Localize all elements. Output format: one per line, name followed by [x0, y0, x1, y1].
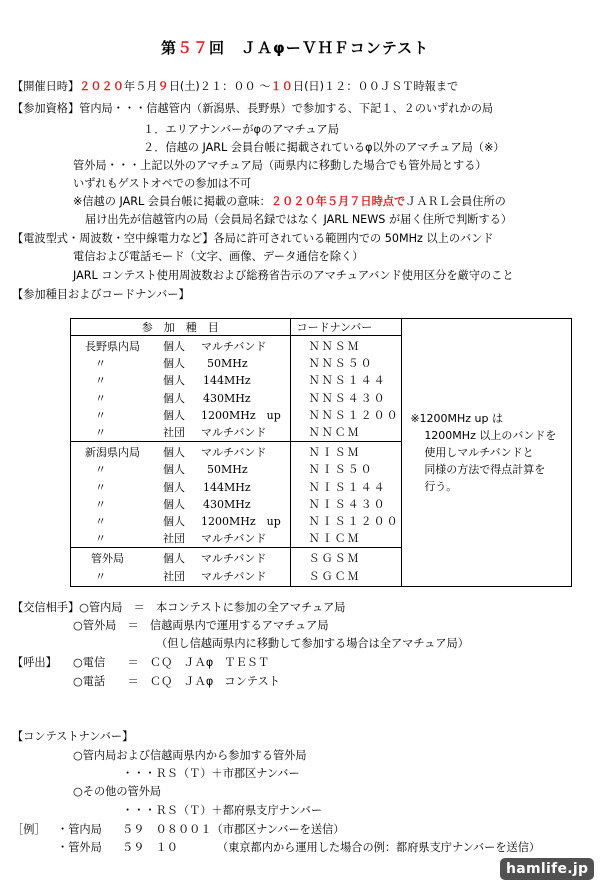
- table-row: [85, 479, 290, 496]
- code-value: ＮＮＳ１２００: [308, 408, 400, 422]
- number-line-4: ・・・ＲＳ（Ｔ）＋都府県支庁ナンバー: [122, 804, 323, 817]
- table-row: [85, 550, 290, 567]
- qualification-line-1: [12, 103, 493, 114]
- watermark: [500, 852, 594, 882]
- qualification-line-2: １．エリアナンバーがφのアマチュア局: [143, 123, 339, 136]
- code-value: ＮＮＳ４３０: [308, 391, 387, 405]
- table-row: [85, 530, 290, 547]
- qualification-text-6a: ※信越の JARL 会員台帳に掲載の意味：: [73, 195, 271, 208]
- codes-niigata: [290, 442, 402, 548]
- title-suffix: 回 ＪＡφーＶＨＦコンテスト: [209, 39, 430, 57]
- row-band: マルチバンド: [201, 426, 267, 440]
- watermark-text: hamlife.jp: [506, 861, 589, 877]
- number-label: 【コンテストナンバー】: [12, 730, 134, 743]
- row-area: 〃: [95, 532, 106, 546]
- row-type: 個人: [163, 463, 185, 477]
- qualification-text-1: 管内局・・・信越管内（新潟県、長野県）で参加する、下記１、２のいずれかの局: [79, 102, 494, 115]
- example-2-value: ５９ １０: [122, 841, 178, 854]
- call-line-1: ○電信 ＝ ＣＱ ＪＡφ ＴＥＳＴ: [73, 656, 270, 669]
- code-value: ＮＩＳ１４４: [308, 480, 387, 494]
- example-2-label: ・管外局: [57, 841, 102, 854]
- radio-line-1: [12, 233, 494, 244]
- code-value: ＮＮＳＭ: [308, 340, 361, 353]
- schedule-day-1: ９: [157, 80, 169, 93]
- partner-line-1: [12, 602, 345, 613]
- radio-text-1: 各局に許可されている範囲内での 50MHz 以上のバンド: [213, 232, 494, 245]
- table-row: [85, 424, 290, 441]
- schedule-line: [12, 81, 458, 92]
- row-area: 〃: [95, 391, 106, 405]
- row-type: 個人: [163, 357, 185, 371]
- table-row: [85, 496, 290, 513]
- schedule-text-3: 日(日)１２：００ＪＳＴ時報まで: [292, 80, 459, 93]
- code-value: ＮＮＣＭ: [308, 426, 361, 440]
- qualification-line-7: 届け出先が信越管内の局（会員局名録ではなく JARL NEWS が届く住所で判断する）: [85, 213, 513, 226]
- row-band: マルチバンド: [201, 340, 267, 353]
- number-line-3: ○その他の管外局: [73, 785, 162, 798]
- note-line: 行う。: [424, 479, 458, 493]
- row-area: 長野県内局: [85, 340, 140, 353]
- row-area: 〃: [95, 408, 106, 422]
- qualification-line-5: いずれもゲストオペでの参加は不可: [73, 177, 252, 190]
- schedule-year: ２０２０: [79, 80, 124, 93]
- code-value: ＮＩＳ４３０: [308, 497, 387, 511]
- code-value: ＳＧＳＭ: [308, 552, 361, 566]
- row-type: 社団: [163, 569, 185, 583]
- schedule-text-2: 日(土)２１：００ ～: [168, 80, 271, 93]
- call-label: 【呼出】: [12, 656, 57, 669]
- page-title: [161, 41, 429, 56]
- codes-outside: [290, 548, 402, 586]
- row-band: 50MHz: [207, 357, 248, 371]
- row-type: 個人: [163, 340, 185, 353]
- row-type: 個人: [163, 515, 185, 529]
- row-band: 50MHz: [207, 463, 248, 477]
- row-type: 個人: [163, 480, 185, 494]
- group-niigata: [71, 442, 291, 548]
- row-area: 〃: [95, 374, 106, 388]
- title-prefix: 第: [161, 39, 178, 57]
- schedule-day-2: １０: [270, 80, 293, 93]
- radio-line-3: JARL コンテスト使用周波数および総務省告示のアマチュアバンド使用区分を厳守のこと: [73, 269, 514, 282]
- row-band: 430MHz: [203, 391, 251, 405]
- qualification-line-3: ２．信越の JARL 会員台帳に掲載されているφ以外のアマチュア局（※）: [143, 141, 505, 154]
- row-area: 〃: [95, 357, 106, 371]
- example-label: ［例］: [12, 823, 46, 836]
- partner-text-1: ○管内局 ＝ 本コンテストに参加の全アマチュア局: [79, 601, 346, 614]
- schedule-label: 【開催日時】: [12, 80, 80, 93]
- partner-label: 【交信相手】: [12, 601, 80, 614]
- qualification-text-6c: ＪＡＲＬ会員住所の: [405, 195, 506, 208]
- table-row: [85, 461, 290, 478]
- row-band: 1200MHz up: [201, 408, 281, 422]
- table-row: [85, 407, 290, 424]
- table-row: [85, 338, 290, 355]
- group-outside: [71, 548, 291, 586]
- partner-line-3: （但し信越両県内に移動して参加する場合は全アマチュア局）: [156, 637, 469, 650]
- table-row: [85, 513, 290, 530]
- row-area: 〃: [95, 480, 106, 494]
- number-line-1: ○管内局および信越両県内から参加する管外局: [73, 749, 307, 762]
- row-type: 個人: [163, 446, 185, 460]
- code-value: ＮＩＣＭ: [308, 532, 361, 546]
- note-line: 使用しマルチバンドと: [424, 445, 534, 459]
- row-type: 個人: [163, 374, 185, 388]
- row-area: 〃: [95, 463, 106, 477]
- example-1-value: ５９ ０８００１（市郡区ナンバーを送信）: [122, 823, 345, 836]
- row-band: マルチバンド: [201, 446, 267, 460]
- table-row: [85, 355, 290, 372]
- note-line: 1200MHz 以上のバンドを: [424, 428, 557, 442]
- codes-nagano: [290, 336, 402, 442]
- code-value: ＮＩＳ１２００: [308, 515, 400, 529]
- example-2-note: （東京都内から運用した場合の例：都府県支庁ナンバーを送信）: [217, 841, 541, 854]
- code-value: ＮＩＳ５０: [308, 463, 374, 477]
- radio-line-2: 電信および電話モード（文字、画像、データ通信を除く）: [73, 250, 364, 263]
- row-band: 1200MHz up: [201, 515, 281, 529]
- row-type: 個人: [163, 552, 185, 566]
- header-category: 参 加 種 目: [71, 319, 291, 336]
- table-row: [85, 444, 290, 461]
- row-band: マルチバンド: [201, 569, 267, 583]
- row-area: 〃: [95, 569, 106, 583]
- row-band: マルチバンド: [201, 532, 267, 546]
- note-line: ※1200MHz up は: [410, 411, 504, 425]
- note-line: 同様の方法で得点計算を: [424, 462, 546, 476]
- number-line-2: ・・・ＲＳ（Ｔ）＋市郡区ナンバー: [122, 767, 300, 780]
- row-area: 新潟県内局: [85, 446, 140, 460]
- table-row: [85, 390, 290, 407]
- row-band: 430MHz: [203, 497, 251, 511]
- partner-line-2: ○管外局 ＝ 信越両県内で運用するアマチュア局: [73, 619, 329, 632]
- row-band: マルチバンド: [201, 552, 267, 566]
- radio-label: 【電波型式・周波数・空中線電力など】: [12, 232, 214, 245]
- group-nagano: [71, 336, 291, 442]
- example-1-label: ・管内局: [57, 823, 102, 836]
- table-row: [85, 568, 290, 585]
- row-area: 管外局: [91, 552, 124, 566]
- code-value: ＮＮＳ１４４: [308, 374, 387, 388]
- call-line-2: ○電話 ＝ ＣＱ ＪＡφ コンテスト: [73, 675, 280, 688]
- row-type: 個人: [163, 391, 185, 405]
- row-band: 144MHz: [203, 374, 251, 388]
- code-value: ＳＧＣＭ: [308, 569, 361, 583]
- code-value: ＮＩＳＭ: [308, 446, 361, 460]
- qualification-label: 【参加資格】: [12, 102, 80, 115]
- header-code: コードナンバー: [290, 319, 402, 336]
- row-area: 〃: [95, 426, 106, 440]
- table-row: [85, 372, 290, 389]
- row-type: 個人: [163, 408, 185, 422]
- row-type: 社団: [163, 426, 185, 440]
- qualification-line-6: [73, 196, 506, 207]
- category-table: [70, 318, 572, 587]
- title-number: ５７: [177, 39, 210, 57]
- row-band: 144MHz: [203, 480, 251, 494]
- qualification-date: ２０２０年５月７日時点で: [270, 195, 406, 208]
- row-area: 〃: [95, 497, 106, 511]
- category-label: 【参加種目およびコードナンバー】: [12, 288, 190, 301]
- schedule-text-1: 年５月: [123, 80, 158, 93]
- row-type: 個人: [163, 497, 185, 511]
- qualification-line-4: 管外局・・・上記以外のアマチュア局（両県内に移動した場合でも管外局とする）: [73, 159, 487, 172]
- row-type: 社団: [163, 532, 185, 546]
- code-value: ＮＮＳ５０: [308, 357, 374, 371]
- row-area: 〃: [95, 515, 106, 529]
- note-cell: [402, 319, 572, 587]
